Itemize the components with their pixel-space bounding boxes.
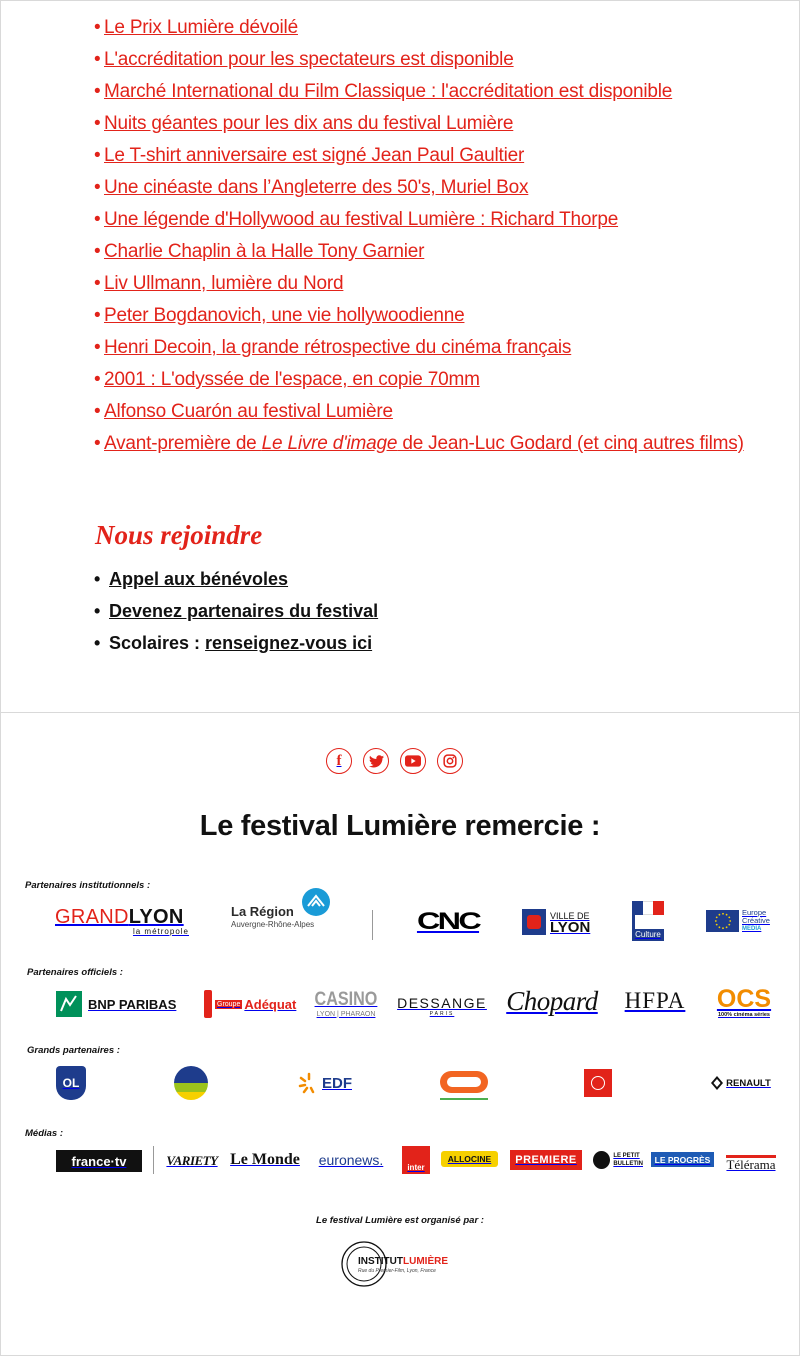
cnc-logo[interactable]: CNC	[416, 908, 480, 935]
instagram-icon[interactable]	[437, 748, 463, 774]
gl-events-logo[interactable]	[584, 1069, 612, 1097]
thanks-title: Le festival Lumière remercie :	[199, 810, 601, 842]
news-link-godard[interactable]: Avant-première de Le Livre d'image de Jean-Luc Godard (et cinq autres films)	[104, 433, 744, 454]
news-link[interactable]: Peter Bogdanovich, une vie hollywoodienne	[104, 305, 465, 326]
europe-creative-logo[interactable]: Europe Créative MEDIA	[706, 908, 776, 934]
biomerieux-logo[interactable]	[174, 1066, 208, 1100]
news-link[interactable]: Marché International du Film Classique : l'accréditation est disponible	[104, 81, 673, 102]
news-link[interactable]: Liv Ullmann, lumière du Nord	[104, 273, 344, 294]
dessange-logo[interactable]: DESSANGE PARIS	[397, 995, 487, 1017]
institut-lumiere-logo[interactable]: INSTITUTLUMIÈRE Rue du Premier-Film, Lyon, France	[340, 1240, 462, 1288]
chopard-logo[interactable]: Chopard	[506, 985, 598, 1016]
news-link[interactable]: L'accréditation pour les spectateurs est disponible	[104, 49, 514, 70]
news-link[interactable]: Alfonso Cuarón au festival Lumière	[104, 401, 393, 422]
join-title: Nous rejoindre	[95, 520, 263, 550]
category-media: Médias :	[25, 1128, 64, 1139]
adequat-figure-icon	[204, 990, 212, 1018]
france-tv-logo[interactable]: france·tv	[56, 1150, 142, 1172]
le-monde-logo[interactable]: Le Monde	[230, 1151, 300, 1168]
le-progres-logo[interactable]: LE PROGRÈS	[651, 1152, 714, 1167]
youtube-icon[interactable]	[400, 748, 426, 774]
news-item: • L'accréditation pour les spectateurs est disponible	[94, 49, 514, 70]
eu-flag-icon	[706, 910, 739, 932]
orange-badge-logo[interactable]	[439, 1068, 489, 1102]
news-item: • Henri Decoin, la grande rétrospective du cinéma français	[94, 337, 572, 358]
news-item: • Charlie Chaplin à la Halle Tony Garnier	[94, 241, 425, 262]
renault-diamond-icon	[711, 1076, 723, 1090]
schools-label: Scolaires :	[109, 633, 206, 653]
volunteers-link[interactable]: Appel aux bénévoles	[109, 569, 289, 589]
news-link[interactable]: Le T-shirt anniversaire est signé Jean Paul Gaultier	[104, 145, 525, 166]
tricolor-flag-icon	[632, 901, 664, 915]
olympique-lyonnais-logo[interactable]: OL	[56, 1066, 86, 1100]
adequat-logo[interactable]: Groupe Adéquat	[204, 990, 298, 1018]
variety-logo[interactable]: VARIETY	[166, 1153, 218, 1168]
join-item-volunteers: • Appel aux bénévoles	[94, 569, 289, 589]
renault-logo[interactable]: RENAULT	[705, 1075, 777, 1091]
edf-sun-icon	[298, 1072, 320, 1094]
footer-divider	[0, 712, 800, 713]
euronews-logo[interactable]: euronews.	[318, 1152, 384, 1168]
category-major: Grands partenaires :	[27, 1045, 120, 1056]
allocine-logo[interactable]: ALLOCINE	[441, 1151, 498, 1167]
news-item: • Une légende d'Hollywood au festival Lumière : Richard Thorpe	[94, 209, 619, 230]
premiere-logo[interactable]: PREMIERE	[510, 1150, 582, 1170]
telerama-logo[interactable]: Télérama	[726, 1157, 776, 1172]
join-item-partners: • Devenez partenaires du festival	[94, 601, 379, 621]
schools-link[interactable]: renseignez-vous ici	[205, 633, 373, 653]
news-link[interactable]: Une légende d'Hollywood au festival Lumière : Richard Thorpe	[104, 209, 619, 230]
grandlyon-logo[interactable]: GRANDLYON la métropole	[55, 905, 189, 936]
casino-lyon-logo[interactable]: CASINO LYON | PHARAON	[314, 988, 378, 1018]
news-item: • Peter Bogdanovich, une vie hollywoodienne	[94, 305, 465, 326]
partners-link[interactable]: Devenez partenaires du festival	[109, 601, 379, 621]
news-item: • Liv Ullmann, lumière du Nord	[94, 273, 344, 294]
ministere-culture-logo[interactable]: Culture	[631, 900, 665, 942]
logo-separator	[372, 910, 373, 940]
region-logo[interactable]: La Région Auvergne-Rhône-Alpes	[230, 888, 332, 936]
news-item: • Une cinéaste dans l’Angleterre des 50's, Muriel Box	[94, 177, 529, 198]
twitter-icon[interactable]	[363, 748, 389, 774]
lion-shield-icon	[522, 909, 546, 935]
news-link[interactable]: Henri Decoin, la grande rétrospective du cinéma français	[104, 337, 572, 358]
ville-de-lyon-logo[interactable]: VILLE DE LYON	[522, 908, 592, 936]
hfpa-logo[interactable]: HFPA	[624, 988, 686, 1013]
news-link[interactable]: Une cinéaste dans l’Angleterre des 50's, Muriel Box	[104, 177, 529, 198]
join-list	[94, 563, 378, 659]
news-item: • Le Prix Lumière dévoilé	[94, 17, 298, 38]
bnp-stars-icon	[56, 991, 82, 1017]
news-item: • Marché International du Film Classique : l'accréditation est disponible	[94, 81, 673, 102]
join-item-schools: • Scolaires : renseignez-vous ici	[94, 633, 373, 653]
news-item: • Avant-première de Le Livre d'image de Jean-Luc Godard (et cinq autres films)	[94, 433, 744, 454]
facebook-icon[interactable]: f	[326, 748, 352, 774]
social-links	[326, 748, 463, 774]
category-institutional: Partenaires institutionnels :	[25, 880, 151, 891]
news-link[interactable]: Charlie Chaplin à la Halle Tony Garnier	[104, 241, 425, 262]
edf-logo[interactable]: EDF	[296, 1070, 354, 1096]
category-official: Partenaires officiels :	[27, 967, 123, 978]
news-link[interactable]: Nuits géantes pour les dix ans du festival Lumière	[104, 113, 514, 134]
news-item: • 2001 : L'odyssée de l'espace, en copie 70mm	[94, 369, 480, 390]
news-item: • Le T-shirt anniversaire est signé Jean Paul Gaultier	[94, 145, 525, 166]
petit-bulletin-logo[interactable]: LE PETIT BULLETIN	[593, 1149, 643, 1171]
media-separator	[153, 1146, 154, 1174]
news-item: • Alfonso Cuarón au festival Lumière	[94, 401, 393, 422]
ocs-logo[interactable]: OCS 100% cinéma séries	[716, 984, 772, 1018]
organizer-label: Le festival Lumière est organisé par :	[316, 1215, 484, 1226]
news-link[interactable]: 2001 : L'odyssée de l'espace, en copie 70mm	[104, 369, 480, 390]
bnp-paribas-logo[interactable]: BNP PARIBAS	[56, 990, 190, 1018]
news-link[interactable]: Le Prix Lumière dévoilé	[104, 17, 298, 38]
news-item: • Nuits géantes pour les dix ans du festival Lumière	[94, 113, 514, 134]
news-list	[94, 12, 744, 460]
france-inter-logo[interactable]: inter	[402, 1146, 430, 1174]
